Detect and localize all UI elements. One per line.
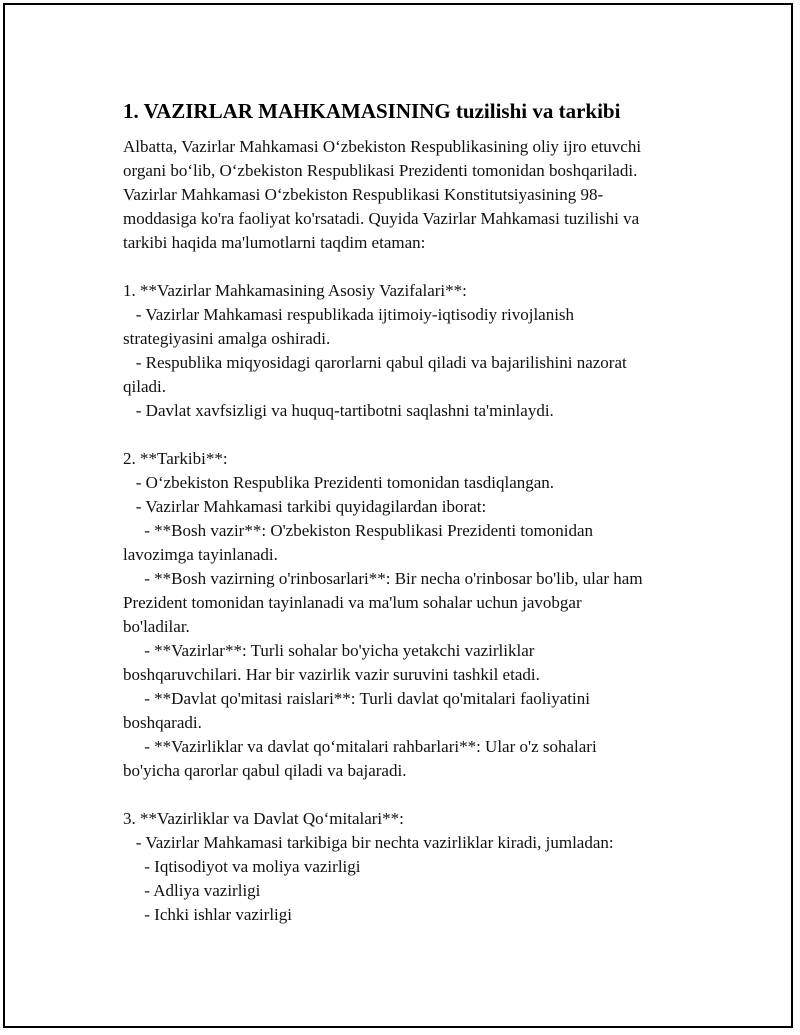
document-content [123, 97, 683, 927]
document-body: Albatta, Vazirlar Mahkamasi O‘zbekiston Respublikasining oliy ijro etuvchi organi bo‘lib, O‘zbekiston Respublikasi Prezidenti tomonidan boshqariladi. Vazirlar Mahkamasi O‘zbekiston Respublikasi Konstitutsiyasining 98- moddasiga ko'ra faoliyat ko'rsatadi. Quyida Vazirlar Mahkamasi tuzilishi va tarkibi haqida ma'lumotlarni taqdim etaman: 1. **Vazirlar Mahkamasining Asosiy Vazifalari**: - Vazirlar Mahkamasi respublikada ijtimoiy-iqtisodiy rivojlanish strategiyasini amalga oshiradi. - Respublika miqyosidagi qarorlarni qabul qiladi va bajarilishini nazorat qiladi. - Davlat xavfsizligi va huquq-tartibotni saqlashni ta'minlaydi. 2. **Tarkibi**: - O‘zbekiston Respublika Prezidenti tomonidan tasdiqlangan. - Vazirlar Mahkamasi tarkibi quyidagilardan iborat: - **Bosh vazir**: O'zbekiston Respublikasi Prezidenti tomonidan lavozimga tayinlanadi. - **Bosh vazirning o'rinbosarlari**: Bir necha o'rinbosar bo'lib, ular ham Prezident tomonidan tayinlanadi va ma'lum sohalar uchun javobgar bo'ladilar. - **Vazirlar**: Turli sohalar bo'yicha yetakchi vazirliklar boshqaruvchilari. Har bir vazirlik vazir suruvini tashkil etadi. - **Davlat qo'mitasi raislari**: Turli davlat qo'mitalari faoliyatini boshqaradi. - **Vazirliklar va davlat qo‘mitalari rahbarlari**: Ular o'z sohalari bo'yicha qarorlar qabul qiladi va bajaradi. 3. **Vazirliklar va Davlat Qo‘mitalari**: - Vazirlar Mahkamasi tarkibiga bir nechta vazirliklar kiradi, jumladan: - Iqtisodiyot va moliya vazirligi - Adliya vazirligi - Ichki ishlar vazirligi [123, 137, 643, 924]
document-title: 1. VAZIRLAR MAHKAMASINING tuzilishi va tarkibi [123, 99, 621, 123]
page-frame [3, 3, 793, 1028]
